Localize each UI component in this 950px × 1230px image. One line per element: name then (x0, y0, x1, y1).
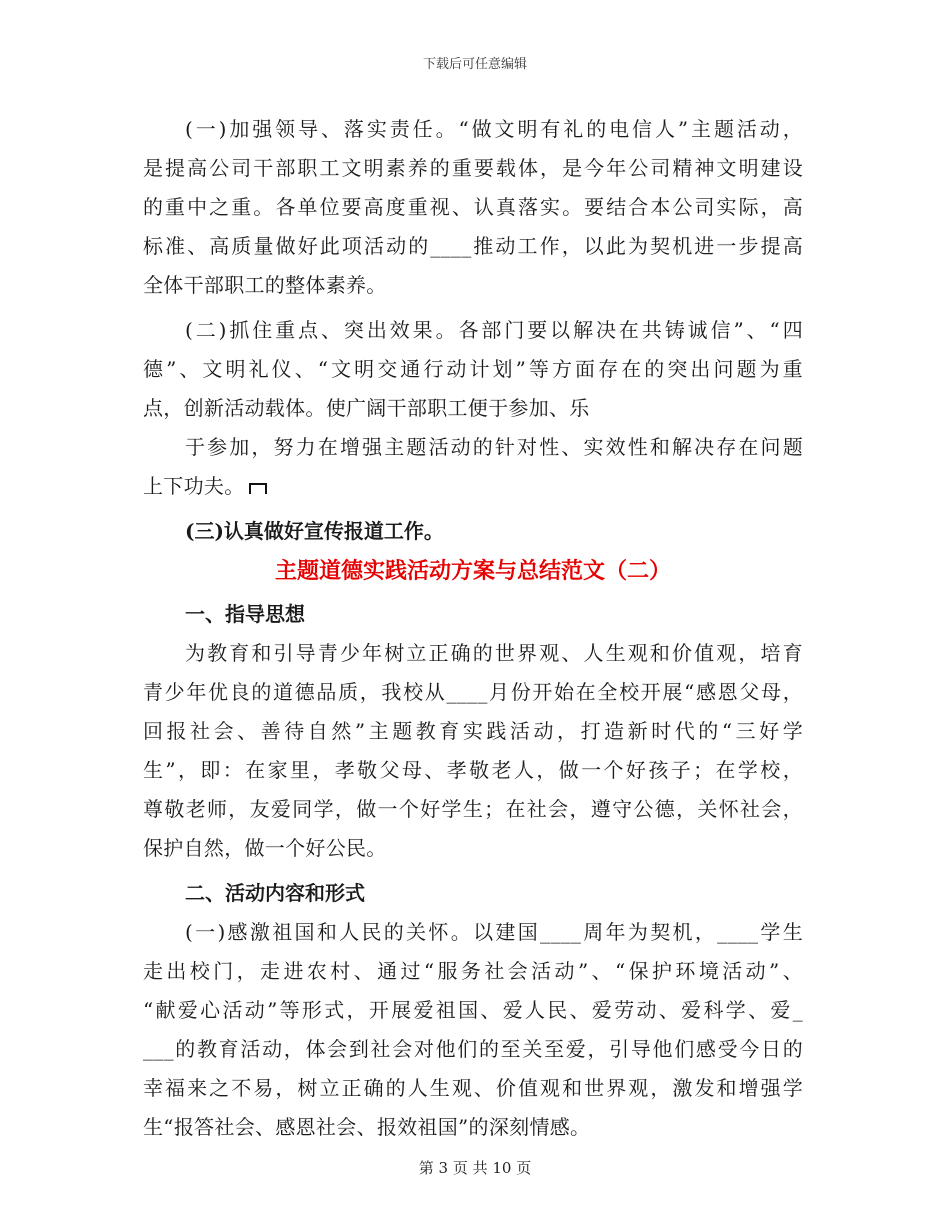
text-line: 回报社会、善待自然”主题教育实践活动，打造新时代的“三好学 (143, 719, 803, 743)
text-line: 尊敬老师，友爱同学，做一个好学生；在社会，遵守公德，关怀社会， (143, 797, 803, 821)
text-line: 保护自然，做一个好公民。 (143, 836, 387, 860)
text-cursor-mark (249, 483, 267, 494)
text-line: “献爱心活动”等形式，开展爱祖国、爱人民、爱劳动、爱科学、爱_ (143, 998, 803, 1022)
text-line: 是提高公司干部职工文明素养的重要载体，是今年公司精神文明建设 (143, 156, 803, 180)
text-line: 于参加，努力在增强主题活动的针对性、实效性和解决存在问题 (185, 435, 803, 459)
text-span: 上下功夫。 (143, 474, 245, 498)
section-heading: (三)认真做好宣传报道工作。 (185, 519, 444, 543)
text-line: 生“报答社会、感恩社会、报效祖国”的深刻情感。 (143, 1115, 591, 1139)
text-line: (一)加强领导、落实责任。“做文明有礼的电信人”主题活动， (185, 117, 803, 141)
page-footer: 第 3 页 共 10 页 (418, 1159, 532, 1177)
text-line: 点，创新活动载体。使广阔干部职工便于参加、乐 (143, 396, 590, 420)
paragraph (143, 428, 803, 506)
text-line-with-cursor (143, 467, 803, 506)
text-line: ___的教育活动，体会到社会对他们的至关至爱，引导他们感受今日的 (143, 1037, 803, 1061)
document-body (143, 110, 803, 1147)
text-line: 生”，即：在家里，孝敬父母、孝敬老人，做一个好孩子；在学校， (143, 758, 803, 782)
text-line: (一)感激祖国和人民的关怀。以建国____周年为契机，____学生 (185, 920, 803, 944)
section-heading: 二、活动内容和形式 (185, 881, 365, 905)
paragraph (143, 311, 803, 428)
text-line: 的重中之重。各单位要高度重视、认真落实。要结合本公司实际，高 (143, 195, 803, 219)
text-line: 为教育和引导青少年树立正确的世界观、人生观和价值观，培育 (185, 641, 803, 665)
text-line: 青少年优良的道德品质，我校从____月份开始在全校开展“感恩父母， (143, 680, 803, 704)
text-line: (二)抓住重点、突出效果。各部门要以解决在共铸诚信”、“四 (185, 318, 803, 342)
text-line: 全体干部职工的整体素养。 (143, 273, 387, 297)
section-heading: 一、指导思想 (185, 602, 305, 626)
text-line: 走出校门，走进农村、通过“服务社会活动”、“保护环境活动”、 (143, 959, 803, 983)
text-line: 幸福来之不易，树立正确的人生观、价值观和世界观，激发和增强学 (143, 1076, 803, 1100)
text-line: 标准、高质量做好此项活动的____推动工作，以此为契机进一步提高 (143, 234, 803, 258)
text-line: 德”、文明礼仪、“文明交通行动计划”等方面存在的突出问题为重 (143, 357, 803, 381)
paragraph (143, 110, 803, 305)
document-title: 主题道德实践活动方案与总结范文（二） (274, 558, 671, 584)
paragraph (143, 913, 803, 1147)
page-header: 下载后可任意编辑 (422, 57, 527, 72)
paragraph (143, 634, 803, 868)
